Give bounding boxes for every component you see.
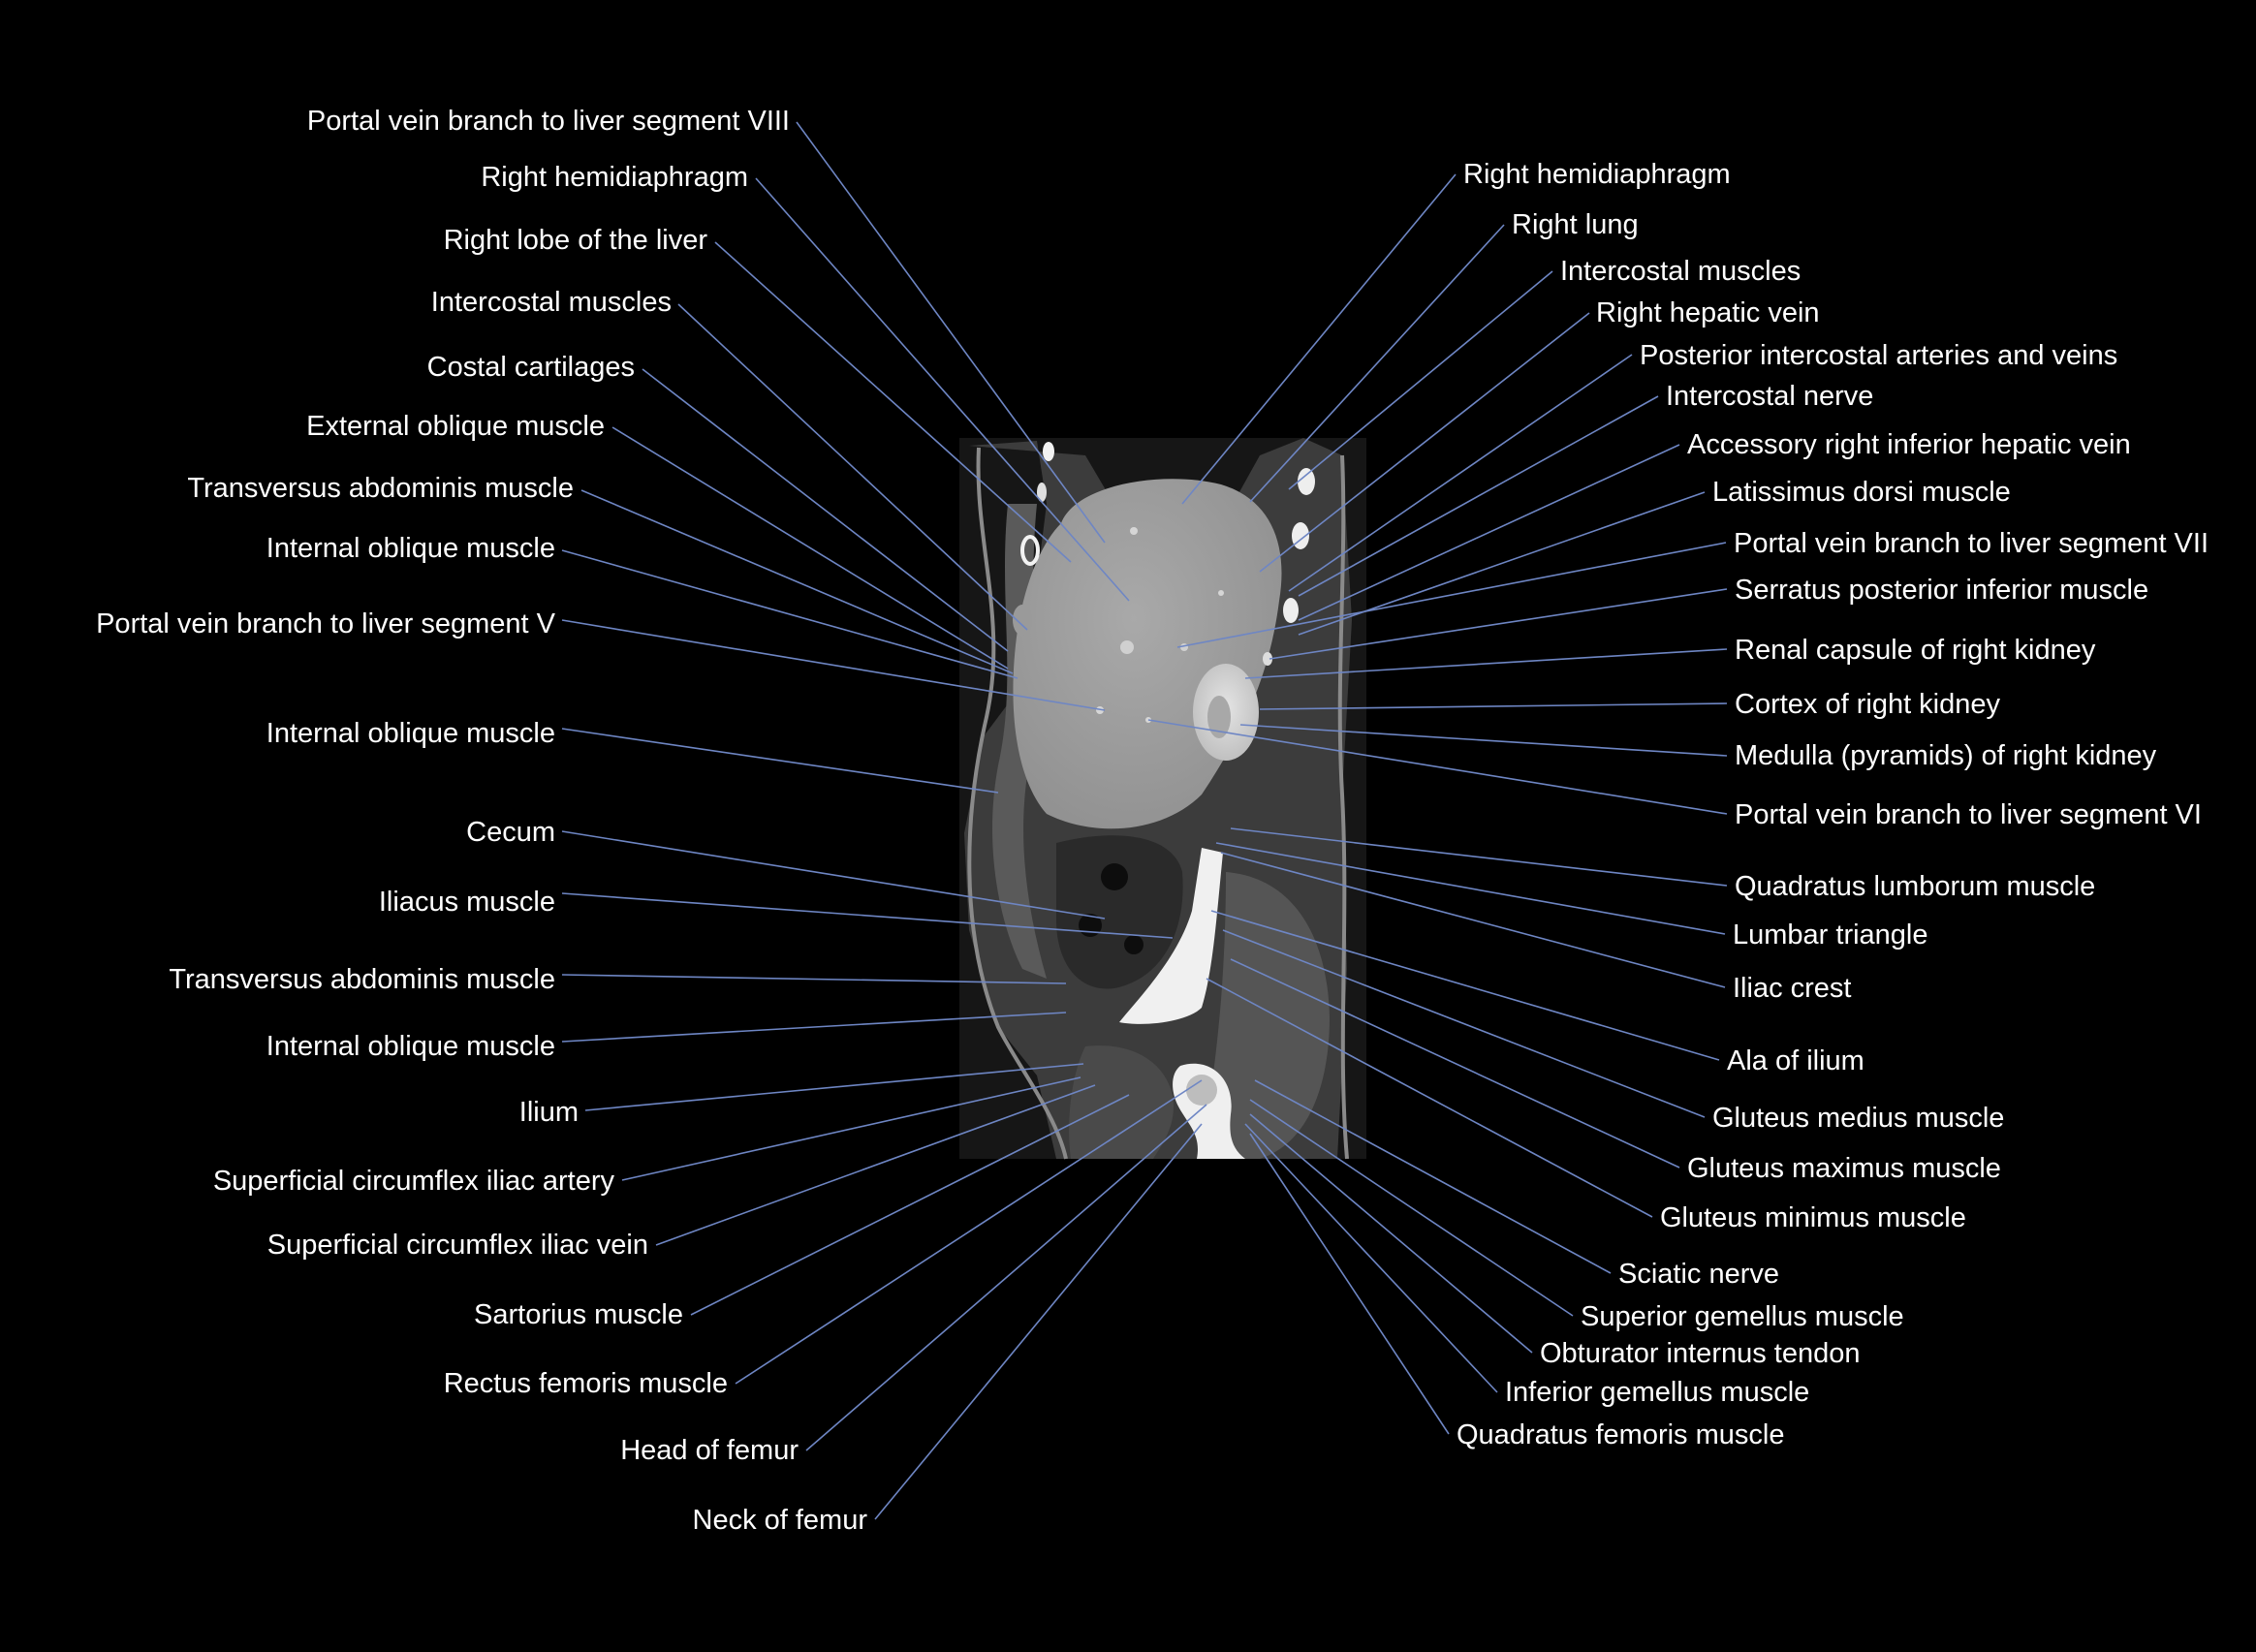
label-right-iliac-crest: Iliac crest xyxy=(1733,973,1852,1004)
label-left-iliacus: Iliacus muscle xyxy=(378,887,555,918)
label-right-right-hemidiaphragm: Right hemidiaphragm xyxy=(1463,159,1731,190)
label-right-medulla-of-right-kidney: Medulla (pyramids) of right kidney xyxy=(1735,740,2157,771)
label-right-intercostal-nerve: Intercostal nerve xyxy=(1666,381,1874,412)
leader-line xyxy=(612,427,1008,669)
label-left-superficial-circumflex-iliac-vein: Superficial circumflex iliac vein xyxy=(266,1230,648,1261)
leader-line xyxy=(756,178,1129,601)
label-right-portal-vein-segment-vii: Portal vein branch to liver segment VII xyxy=(1734,528,2209,559)
leader-line xyxy=(642,369,1008,651)
leader-line xyxy=(1250,1114,1532,1353)
liver-vessel xyxy=(1120,640,1134,654)
label-right-obturator-internus-tendon: Obturator internus tendon xyxy=(1540,1338,1861,1369)
leader-line xyxy=(656,1085,1095,1245)
label-right-intercostal-muscles: Intercostal muscles xyxy=(1560,256,1802,287)
label-left-cecum: Cecum xyxy=(466,817,555,848)
leader-line xyxy=(691,1095,1129,1315)
ct-sagittal-image xyxy=(959,438,1366,1159)
label-right-lumbar-triangle: Lumbar triangle xyxy=(1733,920,1928,951)
leader-line xyxy=(1250,225,1504,502)
leader-line xyxy=(875,1124,1202,1519)
label-right-sciatic-nerve: Sciatic nerve xyxy=(1618,1259,1780,1290)
leader-line xyxy=(1255,1080,1611,1273)
left-labels xyxy=(96,106,867,1536)
leader-line xyxy=(1289,271,1552,489)
rib xyxy=(1298,468,1315,495)
leader-line xyxy=(797,122,1105,543)
label-right-quadratus-femoris: Quadratus femoris muscle xyxy=(1457,1419,1785,1450)
label-left-ilium: Ilium xyxy=(518,1097,579,1128)
label-right-gluteus-maximus: Gluteus maximus muscle xyxy=(1687,1153,2001,1184)
label-left-intercostal-muscles: Intercostal muscles xyxy=(430,287,672,318)
label-left-transversus-abdominis-2: Transversus abdominis muscle xyxy=(169,964,555,995)
label-right-right-lung: Right lung xyxy=(1512,209,1639,240)
label-left-portal-vein-segment-v: Portal vein branch to liver segment V xyxy=(96,608,555,639)
label-left-external-oblique: External oblique muscle xyxy=(306,411,605,442)
label-right-quadratus-lumborum: Quadratus lumborum muscle xyxy=(1735,871,2096,902)
label-right-serratus-posterior-inferior: Serratus posterior inferior muscle xyxy=(1735,575,2149,606)
leader-line xyxy=(1250,1134,1449,1434)
label-left-sartorius: Sartorius muscle xyxy=(474,1299,683,1330)
label-right-superior-gemellus: Superior gemellus muscle xyxy=(1581,1301,1904,1332)
label-left-transversus-abdominis: Transversus abdominis muscle xyxy=(187,473,574,504)
label-right-inferior-gemellus: Inferior gemellus muscle xyxy=(1505,1377,1810,1408)
leader-line xyxy=(1245,1124,1497,1392)
label-left-head-of-femur: Head of femur xyxy=(620,1435,799,1466)
label-left-superficial-circumflex-iliac-artery: Superficial circumflex iliac artery xyxy=(212,1166,614,1197)
label-left-right-lobe-of-liver: Right lobe of the liver xyxy=(443,225,707,256)
label-left-rectus-femoris: Rectus femoris muscle xyxy=(443,1368,728,1399)
label-right-gluteus-medius: Gluteus medius muscle xyxy=(1712,1103,2005,1134)
right-labels xyxy=(1457,159,2209,1450)
leader-line xyxy=(715,242,1071,562)
label-right-posterior-intercostal-vessels: Posterior intercostal arteries and veins xyxy=(1640,340,2118,371)
label-right-cortex-of-right-kidney: Cortex of right kidney xyxy=(1735,689,2001,720)
label-left-internal-oblique-3: Internal oblique muscle xyxy=(266,1031,555,1062)
label-right-accessory-right-inferior-hepatic-vein: Accessory right inferior hepatic vein xyxy=(1687,429,2131,460)
label-right-gluteus-minimus: Gluteus minimus muscle xyxy=(1660,1202,1966,1233)
liver-vessel xyxy=(1218,590,1224,596)
label-left-internal-oblique: Internal oblique muscle xyxy=(266,533,555,564)
leader-line xyxy=(562,729,998,793)
rib xyxy=(1283,598,1299,623)
label-right-portal-vein-segment-vi: Portal vein branch to liver segment VI xyxy=(1735,799,2202,830)
label-left-neck-of-femur: Neck of femur xyxy=(692,1505,867,1536)
femoral-head xyxy=(1186,1075,1217,1106)
label-right-right-hepatic-vein: Right hepatic vein xyxy=(1596,297,1820,328)
label-left-portal-vein-segment-viii: Portal vein branch to liver segment VIII xyxy=(306,106,790,137)
costal-cartilage xyxy=(1043,442,1054,461)
leader-line xyxy=(562,550,1018,678)
label-left-costal-cartilages: Costal cartilages xyxy=(426,352,635,383)
label-right-renal-capsule: Renal capsule of right kidney xyxy=(1735,635,2096,666)
liver-vessel xyxy=(1130,527,1138,535)
label-left-internal-oblique-2: Internal oblique muscle xyxy=(266,718,555,749)
label-right-ala-of-ilium: Ala of ilium xyxy=(1727,1045,1864,1076)
costal-cartilage xyxy=(1013,605,1032,636)
bowel-gas xyxy=(1124,935,1144,954)
label-left-right-hemidiaphragm: Right hemidiaphragm xyxy=(481,162,748,193)
bowel-gas xyxy=(1101,863,1128,890)
leader-line xyxy=(581,490,1013,673)
label-right-latissimus-dorsi: Latissimus dorsi muscle xyxy=(1712,477,2011,508)
